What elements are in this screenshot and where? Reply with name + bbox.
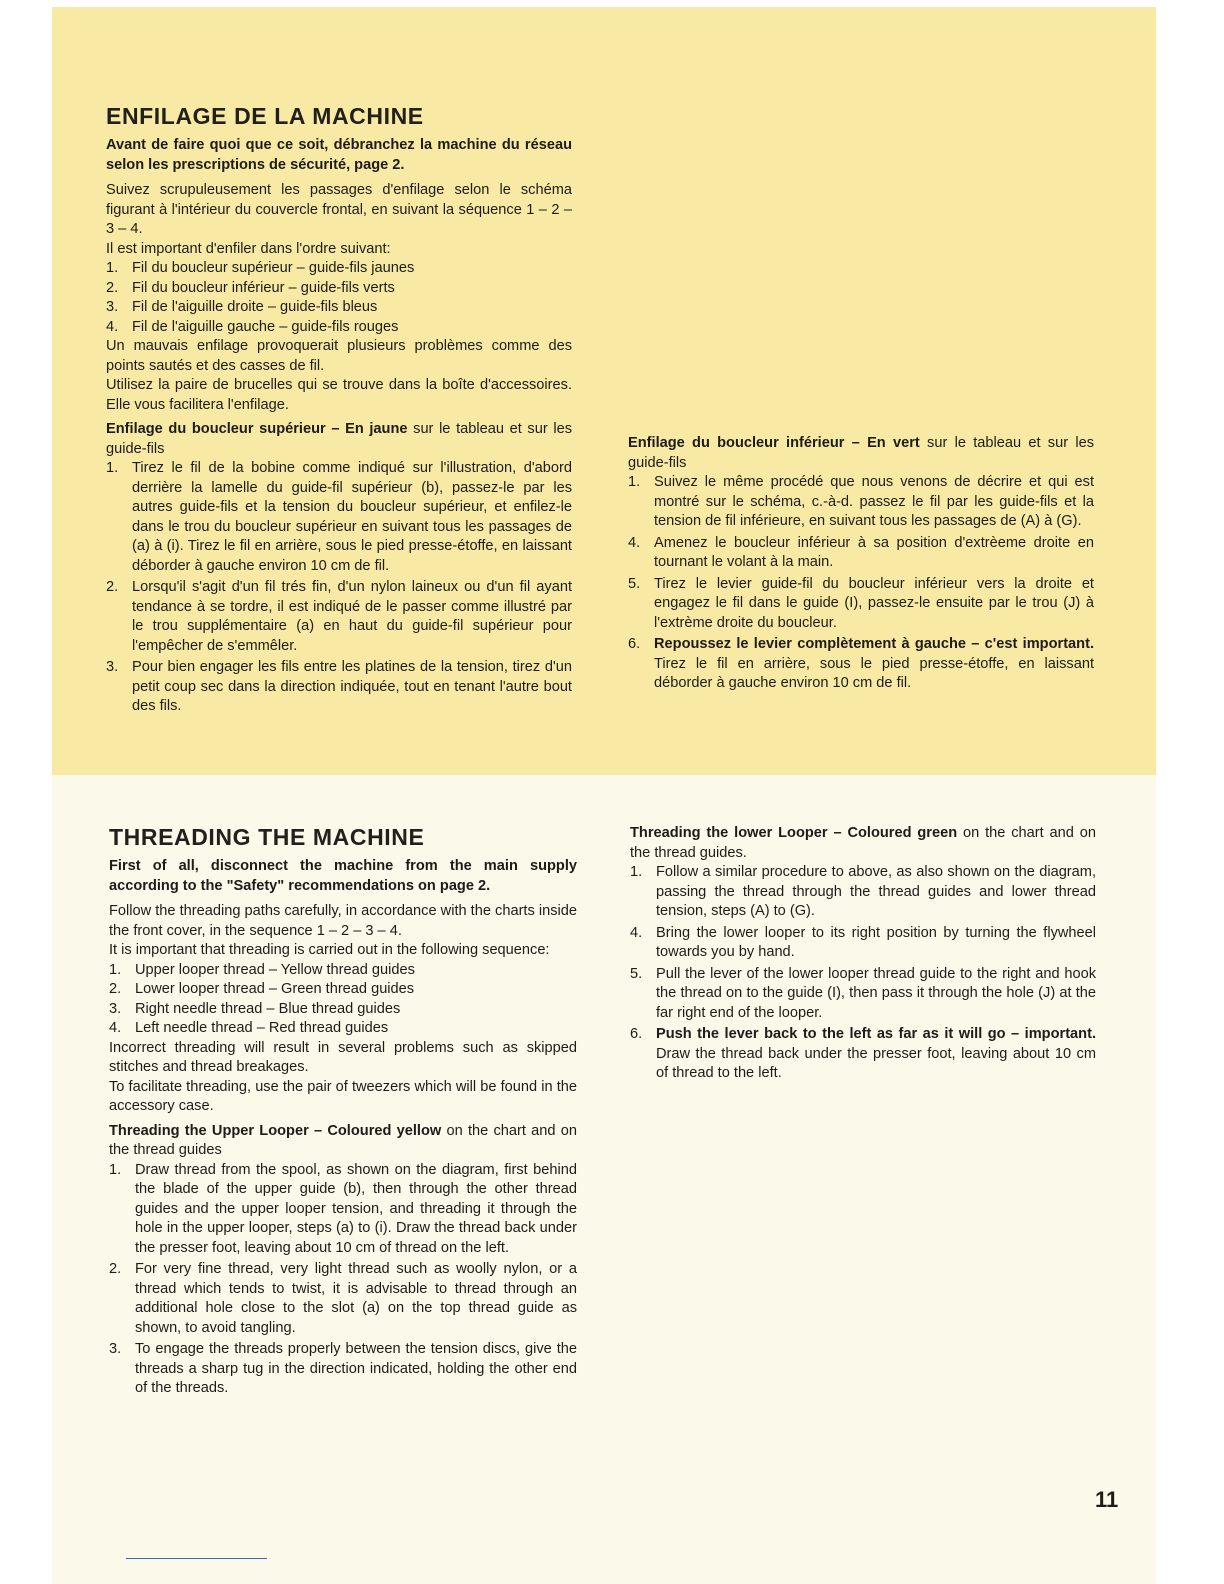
- list-item: 2. Fil du boucleur inférieur – guide-fils verts: [106, 279, 395, 296]
- list-item: 3. Pour bien engager les fils entre les platines de la tension, tirez d'un petit coup sec dans la direction indiquée, tout en tenant l'autre bout des fils.: [106, 659, 572, 714]
- french-lower-heading: Enfilage du boucleur inférieur – En vert sur le tableau et sur les guide-fils: [628, 435, 1094, 471]
- list-item: 2. Lorsqu'il s'agit d'un fil trés fin, d'un nylon laineux ou d'un fil ayant tendance à se tordre, il est indiqué de le passer comme illustré par le trou supplémentaire (a) en haut du guide-fil supérieur pour l'empêcher de s'emmêler.: [106, 579, 572, 654]
- list-item: 3. Right needle thread – Blue thread guides: [109, 1000, 401, 1017]
- english-intro: Follow the threading paths carefully, in accordance with the charts inside the front cover, in the sequence 1 – 2 – 3 – 4.: [109, 903, 577, 939]
- english-order-intro: It is important that threading is carried out in the following sequence:: [109, 942, 550, 958]
- list-item: 1. Suivez le même procédé que nous venons de décrire et qui est montré sur le schéma, c.-à-d. passez le fil par les guide-fils et la tension de fil inférieure, en suivant tous les passages de (A) à (G).: [628, 474, 1094, 529]
- list-item: 4. Amenez le boucleur inférieur à sa position d'extrèeme droite en tournant le volant à la main.: [628, 534, 1094, 570]
- english-warning: First of all, disconnect the machine from the main supply according to the "Safety" recommendations on page 2.: [109, 858, 577, 894]
- french-upper-steps: [106, 459, 572, 717]
- french-title: ENFILAGE DE LA MACHINE: [106, 103, 424, 129]
- english-order-list: [109, 961, 577, 1039]
- list-item: 2. For very fine thread, very light thread such as woolly nylon, or a thread which tends to twist, it is advisable to thread through an additional hole close to the slot (a) on the top thread guide as shown, to avoid tangling.: [109, 1261, 577, 1336]
- list-item: 4. Fil de l'aiguille gauche – guide-fils rouges: [106, 318, 399, 335]
- french-left-column: [106, 102, 572, 719]
- french-upper-heading: Enfilage du boucleur supérieur – En jaune sur le tableau et sur les guide-fils: [106, 421, 572, 457]
- english-left-column: [109, 823, 577, 1401]
- english-lower-heading: Threading the lower Looper – Coloured green on the chart and on the thread guides.: [630, 825, 1096, 861]
- english-lower-steps: [630, 863, 1096, 1084]
- french-order-list: [106, 259, 572, 337]
- list-item: 3. Fil de l'aiguille droite – guide-fils bleus: [106, 299, 378, 315]
- list-item: 6. Repoussez le levier complètement à gauche – c'est important. Tirez le fil en arrière, sous le pied presse-étoffe, en laissant déborder à gauche environ 10 cm de fil.: [628, 636, 1094, 691]
- list-item: 1. Fil du boucleur supérieur – guide-fils jaunes: [106, 260, 415, 276]
- english-upper-steps: [109, 1161, 577, 1399]
- list-item: 1. Follow a similar procedure to above, as also shown on the diagram, passing the thread through the thread guides and lower thread tension, steps (A) to (G).: [630, 864, 1096, 919]
- list-item: 1. Upper looper thread – Yellow thread guides: [109, 961, 415, 978]
- english-right-column: [630, 824, 1096, 1086]
- english-title: THREADING THE MACHINE: [109, 824, 425, 850]
- french-order-intro: Il est important d'enfiler dans l'ordre suivant:: [106, 240, 391, 257]
- french-right-column: [628, 434, 1094, 696]
- list-item: 1. Draw thread from the spool, as shown on the diagram, first behind the blade of the upper guide (b), then through the other thread guides and the upper looper tension, and threading it through the hole in the upper looper, steps (a) to (i). Draw the thread back under the presser foot, leaving about 10 cm of thread on the left.: [109, 1161, 577, 1256]
- list-item: 1. Tirez le fil de la bobine comme indiqué sur l'illustration, d'abord derrière la lamelle du guide-fil supérieur (b), passez-le par les autres guide-fils et la tension du boucleur supérieur, et enfilez-le dans le trou du boucleur supérieur en suivant tous les passages de (a) à (i). Tirez le fil en arrière, sous le pied presse-étoffe, en laissant déborder à gauche environ 10 cm de fil.: [106, 460, 572, 574]
- english-bad-threading: Incorrect threading will result in several problems such as skipped stitches and thread breakages.: [109, 1039, 577, 1075]
- french-bad-threading: Un mauvais enfilage provoquerait plusieurs problèmes comme des points sautés et des casses de fil.: [106, 338, 572, 374]
- list-item: 2. Lower looper thread – Green thread guides: [109, 981, 415, 997]
- page-number: 11: [1095, 1487, 1119, 1512]
- list-item: 6. Push the lever back to the left as far as it will go – important. Draw the thread back under the presser foot, leaving about 10 cm of thread to the left.: [630, 1026, 1096, 1081]
- french-lower-steps: [628, 473, 1094, 694]
- french-tweezers-note: Utilisez la paire de brucelles qui se trouve dans la boîte d'accessoires. Elle vous facilitera l'enfilage.: [106, 377, 572, 413]
- list-item: 5. Pull the lever of the lower looper thread guide to the right and hook the thread on to the guide (I), then pass it through the hole (J) at the far right end of the looper.: [630, 965, 1096, 1021]
- english-tweezers-note: To facilitate threading, use the pair of tweezers which will be found in the accessory case.: [109, 1078, 577, 1114]
- french-warning: Avant de faire quoi que ce soit, débranchez la machine du réseau selon les prescriptions de sécurité, page 2.: [106, 137, 572, 173]
- list-item: 5. Tirez le levier guide-fil du boucleur inférieur vers la droite et engagez le fil dans le guide (I), passez-le ensuite par le trou (J) à l'extrème droite du boucleur.: [628, 575, 1094, 631]
- footer-rule: [126, 1558, 267, 1559]
- list-item: 3. To engage the threads properly between the tension discs, give the threads a sharp tug in the direction indicated, holding the other end of the threads.: [109, 1341, 577, 1396]
- list-item: 4. Bring the lower looper to its right position by turning the flywheel towards you by hand.: [630, 924, 1096, 960]
- english-upper-heading: Threading the Upper Looper – Coloured yellow on the chart and on the thread guides: [109, 1122, 577, 1158]
- french-intro: Suivez scrupuleusement les passages d'enfilage selon le schéma figurant à l'intérieur du couvercle frontal, en suivant la séquence 1 – 2 – 3 – 4.: [106, 182, 572, 237]
- list-item: 4. Left needle thread – Red thread guides: [109, 1020, 389, 1036]
